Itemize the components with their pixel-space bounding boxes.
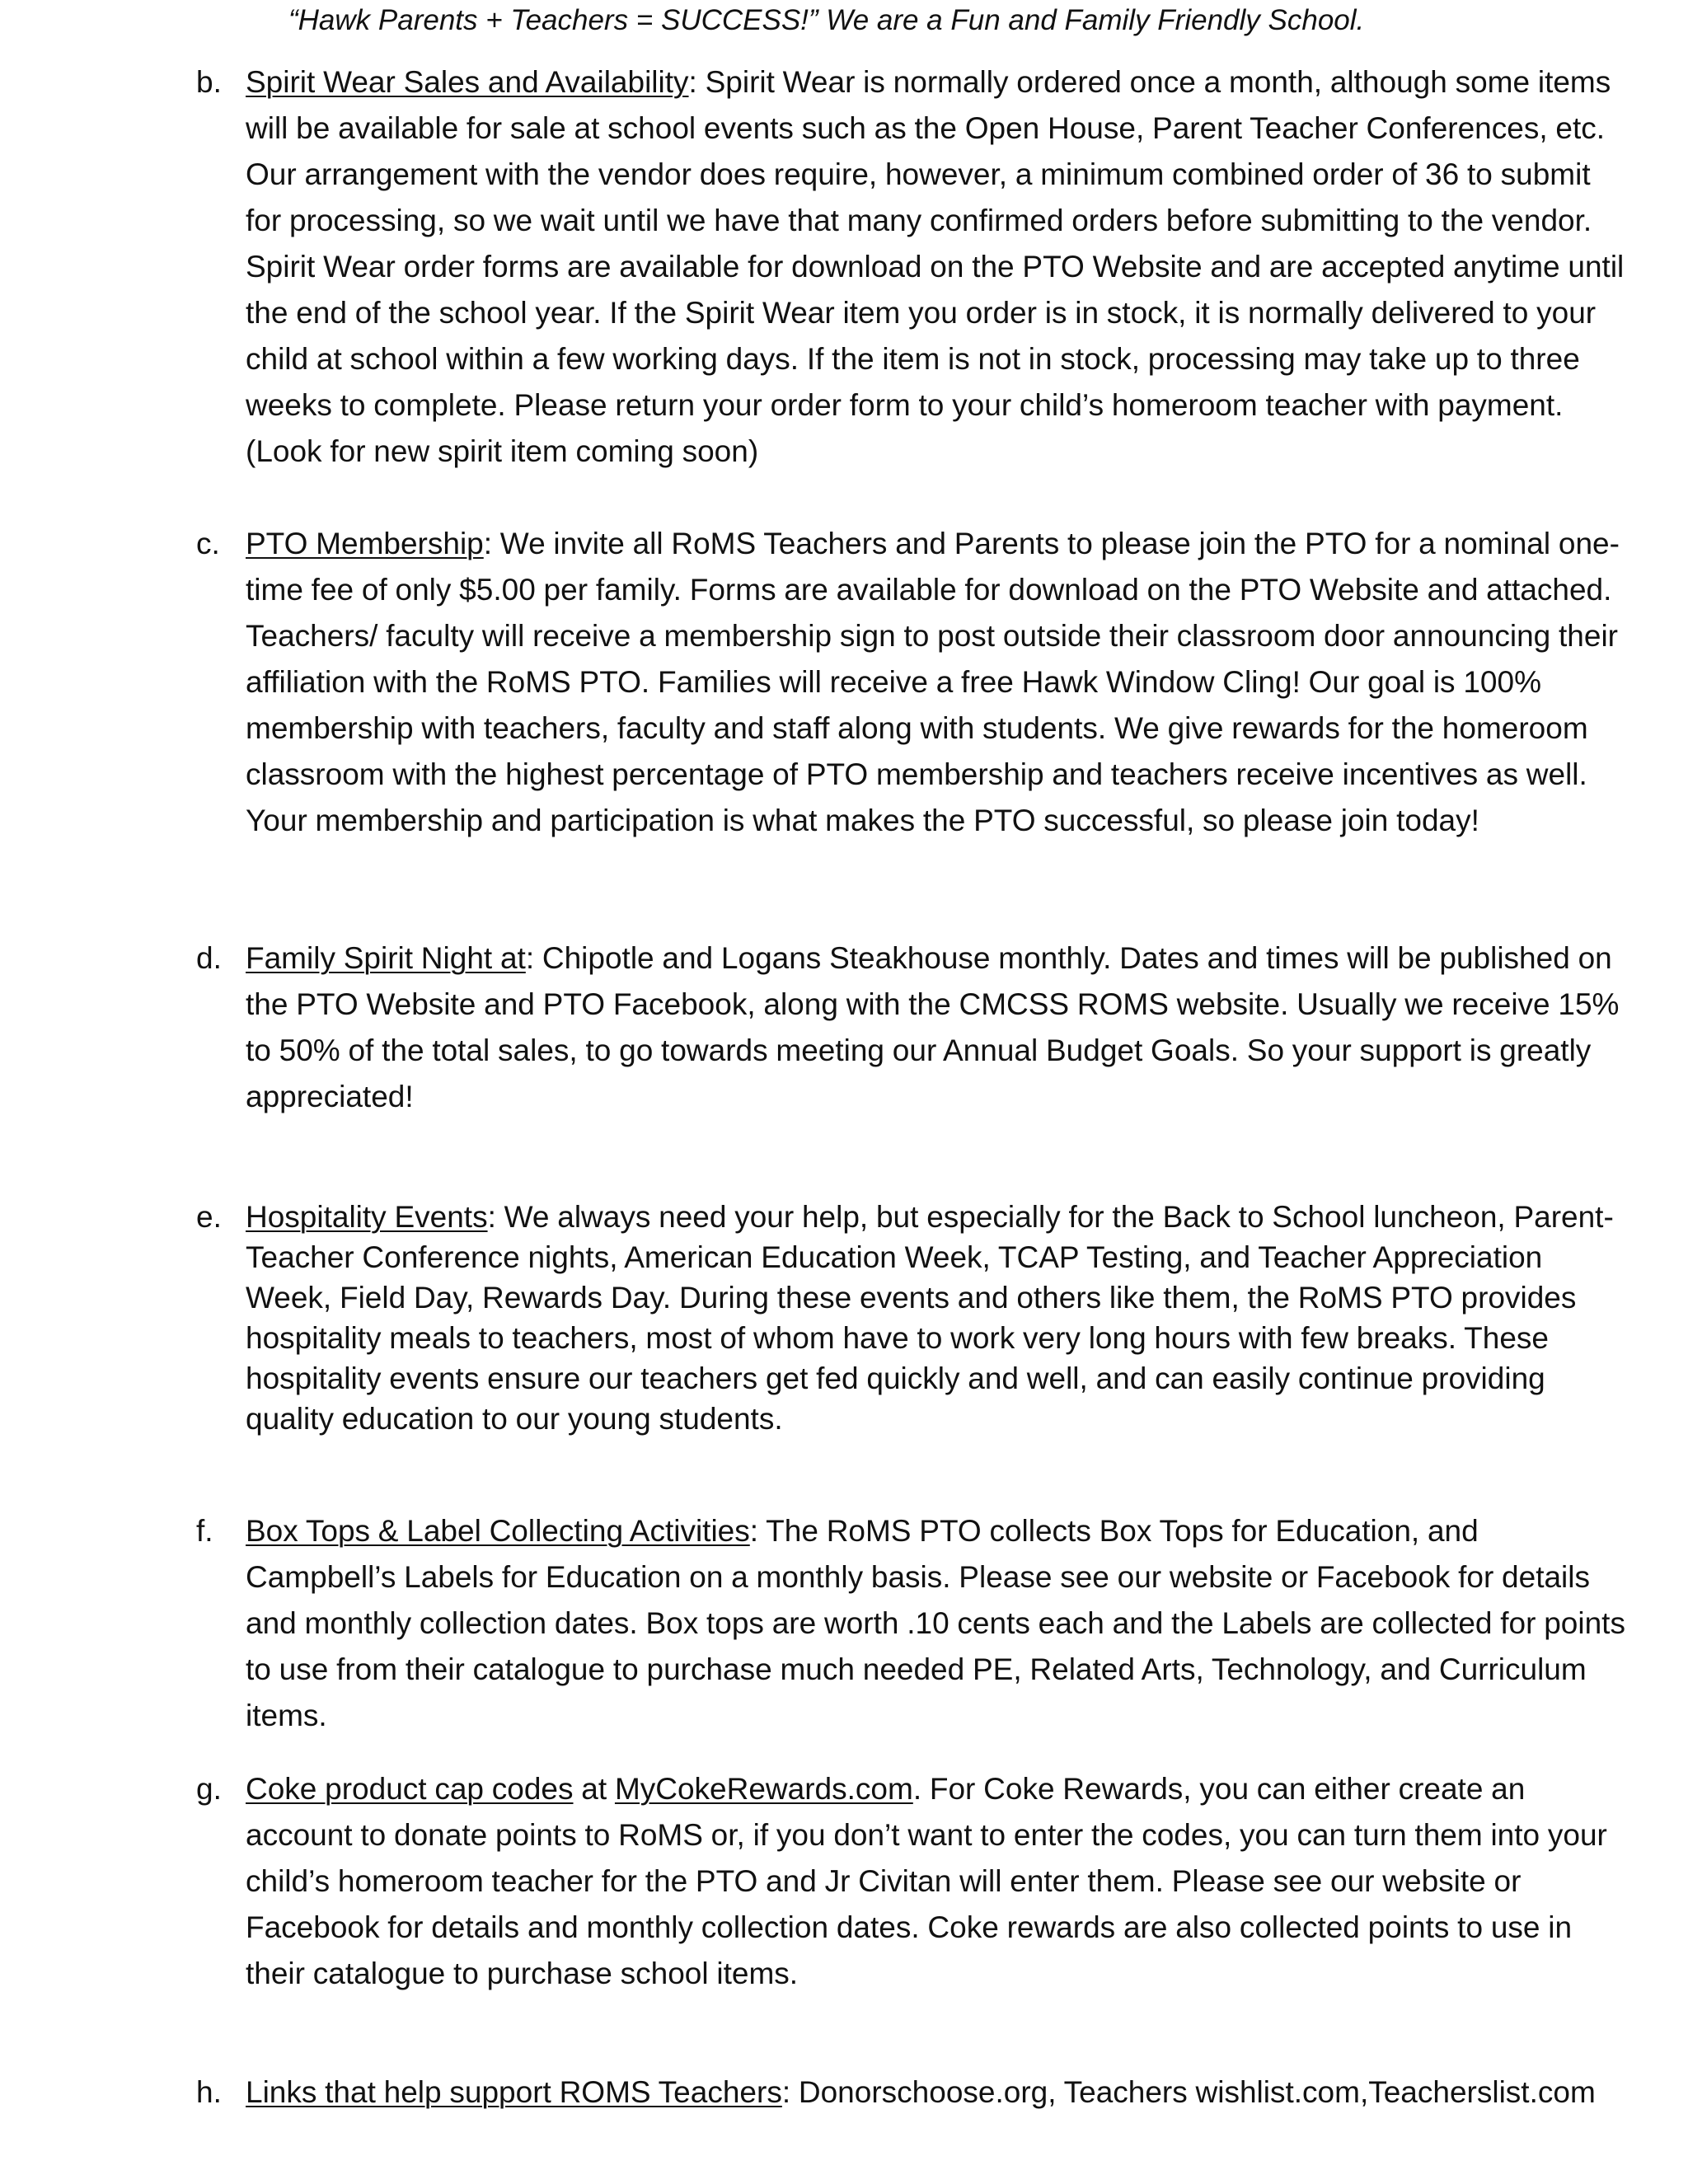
item-text: : Spirit Wear is normally ordered once a month, although some items will be available for sale at school events such as the Open House, Parent Teacher Conferences, etc. Our arrangement with the vendor does require, however, a minimum combined order of 36 to submit for processing, so we wait until we have that many confirmed orders before submitting to the vendor. Spirit Wear order forms are available for download on the PTO Website and are accepted anytime until the end of the school year. If the Spirit Wear item you order is in stock, it is normally delivered to your child at school within a few working days. If the item is not in stock, processing may take up to three weeks to complete. Please return your order form to your child’s homeroom teacher with payment. (Look for new spirit item coming soon) (246, 65, 1625, 468)
item-body (246, 521, 1630, 844)
item-title: Family Spirit Night at (246, 941, 526, 975)
list-marker: c. (196, 527, 220, 560)
item-title: PTO Membership (246, 527, 484, 560)
list-marker: g. (196, 1772, 222, 1806)
list-marker: f. (196, 1514, 213, 1548)
item-title: Links that help support ROMS Teachers (246, 2075, 782, 2109)
item-text: : We invite all RoMS Teachers and Parents to please join the PTO for a nominal one-time fee of only $5.00 per family. Forms are available for download on the PTO Website and attached. Teachers/ faculty will receive a membership sign to post outside their classroom door announcing their affiliation with the RoMS PTO. Families will receive a free Hawk Window Cling! Our goal is 100% membership with teachers, faculty and staff along with students. We give rewards for the homeroom classroom with the highest percentage of PTO membership and teachers receive incentives as well. Your membership and participation is what makes the PTO successful, so please join today! (246, 527, 1620, 837)
item-title: Coke product cap codes (246, 1772, 574, 1806)
item-body (246, 1508, 1630, 1739)
item-text: : Chipotle and Logans Steakhouse monthly. Dates and times will be published on the PTO Website and PTO Facebook, along with the CMCSS ROMS website. Usually we receive 15% to 50% of the total sales, to go towards meeting our Annual Budget Goals. So your support is greatly appreciated! (246, 941, 1620, 1113)
list-marker: h. (196, 2075, 222, 2109)
item-text: . For Coke Rewards, you can either create an account to donate points to RoMS or, if you don’t want to enter the codes, you can turn them into your child’s homeroom teacher for the PTO and Jr Civitan will enter them. Please see our website or Facebook for details and monthly collection dates. Coke rewards are also collected points to use in their catalogue to purchase school items. (246, 1772, 1607, 1990)
item-text: : We always need your help, but especially for the Back to School luncheon, Parent- Teacher Conference nights, American Education Week, TCAP Testing, and Teacher Appreciation Week, Field Day, Rewards Day. During these events and others like them, the RoMS PTO provides hospitality meals to teachers, most of whom have to work very long hours with few breaks. These hospitality events ensure our teachers get fed quickly and well, and can easily continue providing quality education to our young students. (246, 1200, 1614, 1436)
item-title: Box Tops & Label Collecting Activities (246, 1514, 750, 1548)
item-connector: at (573, 1772, 615, 1806)
item-text: : The RoMS PTO collects Box Tops for Education, and Campbell’s Labels for Education on a monthly basis. Please see our website or Facebook for details and monthly collection dates. Box tops are worth .10 cents each and the Labels are collected for points to use from their catalogue to purchase much needed PE, Related Arts, Technology, and Curriculum items. (246, 1514, 1625, 1732)
item-body (246, 1197, 1630, 1439)
item-title: Spirit Wear Sales and Availability (246, 65, 689, 99)
item-body (246, 1766, 1630, 1997)
item-body (246, 2069, 1630, 2116)
list-marker: b. (196, 65, 222, 99)
item-title: Hospitality Events (246, 1200, 488, 1234)
list-marker: e. (196, 1200, 222, 1234)
list-marker: d. (196, 941, 222, 975)
mycokerewards-link[interactable]: MyCokeRewards.com (614, 1772, 913, 1806)
intro-slogan: “Hawk Parents + Teachers = SUCCESS!” We are a Fun and Family Friendly School. (288, 4, 1365, 36)
item-body (246, 935, 1630, 1120)
item-text: : Donorschoose.org, Teachers wishlist.com,Teacherslist.com (781, 2075, 1596, 2109)
item-body (246, 59, 1630, 475)
